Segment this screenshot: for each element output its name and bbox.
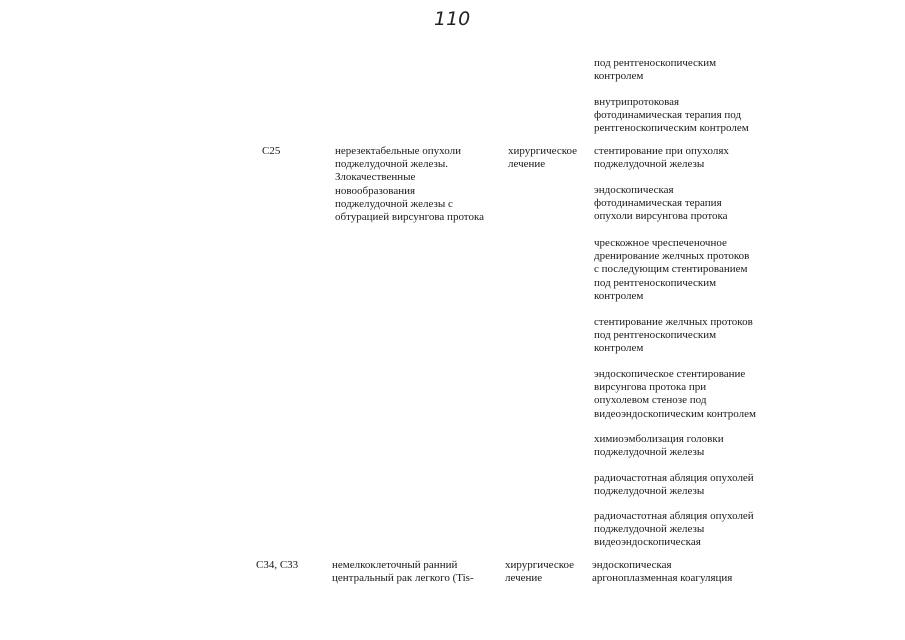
method-item: стентирование при опухолях поджелудочной железы	[594, 145, 729, 171]
method-item: радиочастотная абляция опухолей поджелудочной железы видеоэндоскопическая	[594, 510, 754, 549]
method-item: стентирование желчных протоков под рентгеноскопическим контролем	[594, 316, 753, 355]
treatment-type-cell: хирургическое лечение	[508, 145, 578, 171]
method-item: химиоэмболизация головки поджелудочной железы	[594, 433, 724, 459]
treatment-type-cell: хирургическое лечение	[505, 559, 575, 585]
list-item: внутрипротоковая фотодинамическая терапия под рентгеноскопическим контролем	[594, 96, 749, 135]
code-cell: C34, C33	[256, 559, 299, 571]
diagnosis-cell: нерезектабельные опухоли поджелудочной железы. Злокачественные новообразования поджелудочной железы с обтурацией вирсунгова протока	[335, 145, 485, 224]
diagnosis-cell: немелкоклеточный ранний центральный рак легкого (Tis-	[332, 559, 474, 585]
method-item: радиочастотная абляция опухолей поджелудочной железы	[594, 472, 754, 498]
code-cell: C25	[262, 145, 281, 157]
method-item: эндоскопическая фотодинамическая терапия опухоли вирсунгова протока	[594, 184, 728, 223]
method-item: эндоскопическая аргоноплазменная коагуляция	[592, 559, 733, 585]
method-item: эндоскопическое стентирование вирсунгова протока при опухолевом стенозе под видеоэндоскопическим контролем	[594, 368, 756, 420]
page-number: 110	[434, 8, 471, 30]
list-item: под рентгеноскопическим контролем	[594, 57, 717, 83]
method-item: чрескожное чреспеченочное дренирование желчных протоков с последующим стентированием под рентгеноскопическим контролем	[594, 237, 750, 302]
